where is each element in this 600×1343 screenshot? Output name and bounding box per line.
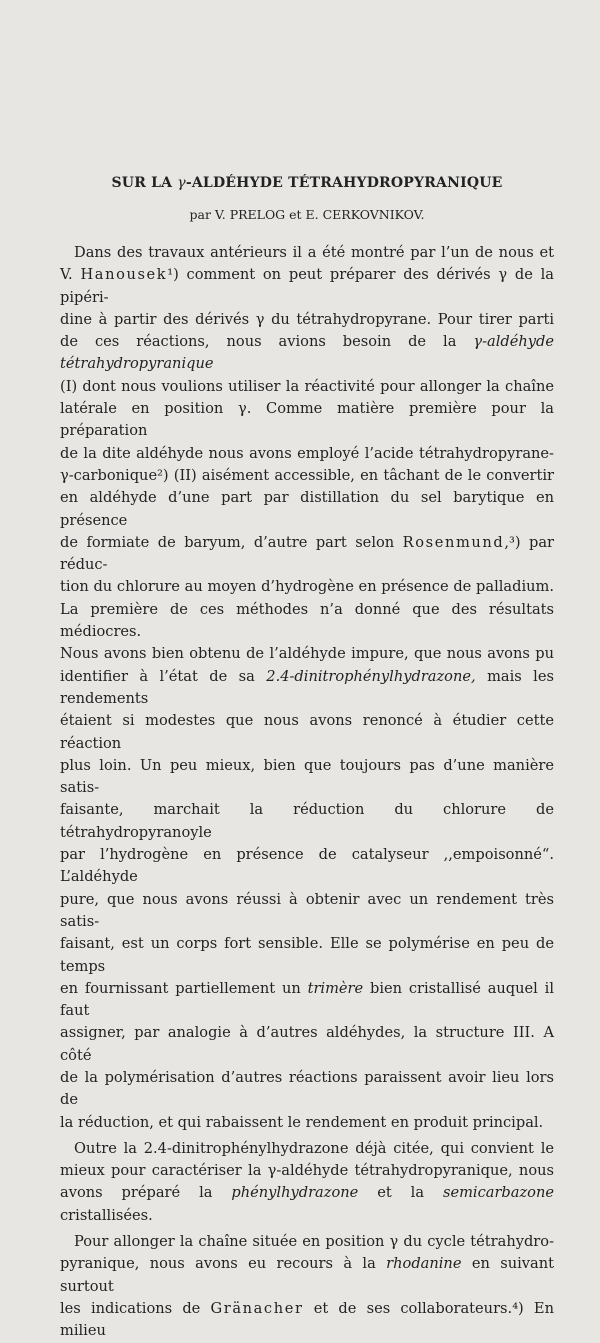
text-line [60,576,554,598]
title-prefix: SUR LA [111,175,178,191]
text-run: de la polymérisation d’autres réactions paraissent avoir lieu lors de [60,1068,554,1109]
article-title [60,175,554,191]
article-authors: par V. PRELOG et E. CERKOVNIKOV. [189,207,425,222]
text-line [60,1112,554,1134]
text-line [60,465,554,487]
text-run: pure, que nous avons réussi à obtenir avec un rendement très satis- [60,890,554,930]
spaced-name: Rosenmund [402,533,505,551]
text-run: (I) dont nous voulions utiliser la réactivité pour allonger la chaîne [60,377,554,395]
text-run: cristallisées. [60,1206,153,1224]
article-body [60,242,554,1343]
text-line [60,376,554,398]
text-line [60,398,554,443]
text-run: faisant, est un corps fort sensible. Elle se polymérise en peu de temps [60,935,554,975]
text-line [60,331,554,376]
text-run: Nous avons bien obtenu de l’aldéhyde impure, que nous avons pu [60,645,554,663]
text-run: mais les rendements [60,667,554,707]
text-run: de ces réactions, nous avions besoin de la [60,333,474,351]
text-line [60,532,554,577]
text-line [60,799,554,844]
text-run: Outre la 2.4-dinitrophénylhydrazone déjà citée, qui convient le [74,1139,554,1157]
title-gamma: γ [177,175,186,191]
text-line [60,599,554,644]
text-run: en aldéhyde d’une part par distillation du sel barytique en présence [60,489,554,529]
text-run: de formiate de baryum, d’autre part selon [60,533,403,551]
italic-term: phénylhydrazone [231,1184,359,1202]
text-run: pyranique, nous avons eu recours à la [60,1255,387,1273]
text-line [60,933,554,978]
text-line [60,443,554,465]
text-run: les indications de [60,1299,211,1317]
body-paragraph [60,1231,554,1342]
text-run: ¹) comment on peut préparer des dérivés γ de la pipéri- [60,266,555,306]
text-line [60,309,554,331]
text-run: tion du chlorure au moyen d’hydrogène en présence de palladium. [60,578,554,596]
text-run: plus loin. Un peu mieux, bien que toujours pas d’une manière satis- [60,756,554,797]
text-run: γ-carbonique²) (II) aisément accessible, en tâchant de le convertir [60,466,554,484]
text-line [60,487,554,532]
italic-term: rhodanine [386,1255,462,1273]
text-run: La première de ces méthodes n’a donné que des résultats médiocres. [60,600,554,641]
text-run: de la dite aldéhyde nous avons employé l’acide tétrahydropyrane- [60,444,554,462]
text-run: étaient si modestes que nous avons renoncé à étudier cette réaction [60,712,554,752]
italic-term: trimère [307,979,364,997]
text-line [60,710,554,755]
text-line [60,978,554,1023]
text-line [60,1298,554,1343]
text-run: dine à partir des dérivés γ du tétrahydropyrane. Pour tirer parti [60,310,554,328]
text-line [60,1253,554,1298]
italic-term: 2.4-dinitrophénylhydrazone, [266,667,476,685]
text-line [60,1160,554,1182]
text-line [60,1022,554,1067]
text-line [60,666,554,711]
title-suffix: -ALDÉHYDE TÉTRAHYDROPYRANIQUE [185,175,503,191]
text-run: Pour allonger la chaîne située en position γ du cycle tétrahydro- [74,1233,554,1251]
text-run: bien cristallisé auquel il faut [60,979,554,1020]
text-run: par l’hydrogène en présence de catalyseur ,,empoisonné“. L’aldéhyde [60,846,554,886]
text-line [60,264,554,309]
body-paragraph [60,242,554,1134]
text-line [60,1067,554,1112]
text-run: Dans des travaux antérieurs il a été montré par l’un de nous et [74,244,554,261]
text-line [60,1182,554,1227]
text-run: en fournissant partiellement un [60,979,308,997]
text-run: mieux pour caractériser la γ-aldéhyde tétrahydropyranique, nous [60,1162,554,1180]
text-run: latérale en position γ. Comme matière première pour la préparation [60,400,554,440]
text-line [60,844,554,889]
italic-term: semicarbazone [442,1184,554,1202]
text-run: avons préparé la [60,1184,232,1202]
body-paragraph [60,1138,554,1227]
spaced-name: Gränacher [210,1299,304,1317]
spaced-name: Hanousek [80,266,168,284]
text-line [60,889,554,934]
text-run: V. [60,266,81,284]
italic-term: γ-aldéhyde tétrahydropyranique [60,333,554,373]
text-run: et la [358,1184,443,1202]
text-line [60,1138,554,1160]
text-run: en suivant surtout [60,1255,555,1295]
text-run: identifier à l’état de sa [60,667,267,685]
text-run: faisante, marchait la réduction du chlorure de tétrahydropyranoyle [60,801,554,841]
text-run: la réduction, et qui rabaissent le rendement en produit principal. [60,1113,544,1131]
text-run: et de ses collaborateurs.⁴) En milieu [60,1299,554,1340]
text-run: ,³) par réduc- [60,533,554,574]
text-line [60,242,554,264]
text-line [60,1231,554,1253]
text-line [60,643,554,665]
text-line [60,755,554,800]
text-run: assigner, par analogie à d’autres aldéhydes, la structure III. A côté [60,1024,554,1064]
